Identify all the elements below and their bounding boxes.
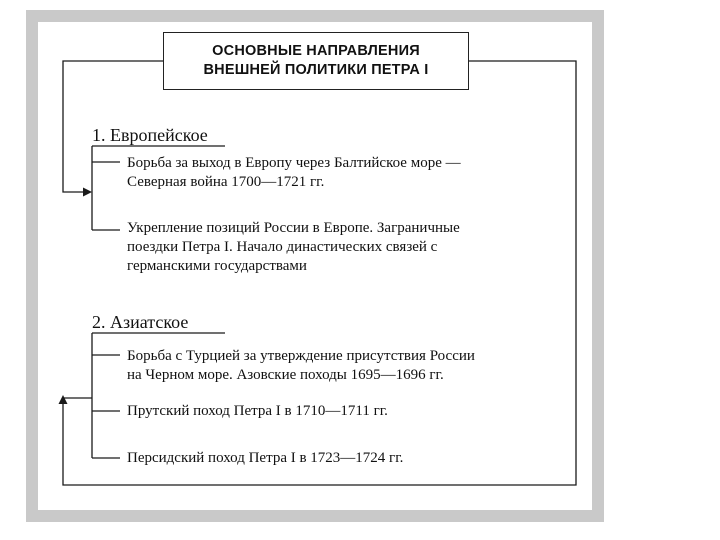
- asian-item-2: [127, 402, 388, 421]
- heading-european: 1. Европейское: [92, 125, 208, 145]
- item-line: Борьба с Турцией за утверждение присутствия России: [127, 348, 475, 364]
- item-line: Прутский поход Петра I в 1710—1711 гг.: [127, 403, 388, 419]
- european-item-1: [127, 154, 461, 192]
- arrow-european-icon: [83, 188, 92, 197]
- item-line: германскими государствами: [127, 258, 307, 274]
- asian-item-3: [127, 449, 403, 468]
- item-line: на Черном море. Азовские походы 1695—1696 гг.: [127, 367, 444, 383]
- arrow-asian-icon: [59, 395, 68, 404]
- item-line: Укрепление позиций России в Европе. Заграничные: [127, 220, 460, 236]
- item-line: Борьба за выход в Европу через Балтийское море —: [127, 155, 461, 171]
- item-line: Персидский поход Петра I в 1723—1724 гг.: [127, 450, 404, 466]
- item-line: поездки Петра I. Начало династических связей с: [127, 239, 438, 255]
- european-item-2: [127, 219, 460, 276]
- title-line-1: ОСНОВНЫЕ НАПРАВЛЕНИЯ: [212, 43, 420, 59]
- title-line-2: ВНЕШНЕЙ ПОЛИТИКИ ПЕТРА I: [203, 62, 429, 78]
- item-line: Северная война 1700—1721 гг.: [127, 174, 325, 190]
- heading-asian: 2. Азиатское: [92, 312, 189, 332]
- asian-item-1: [127, 347, 475, 385]
- diagram-title: [163, 32, 469, 90]
